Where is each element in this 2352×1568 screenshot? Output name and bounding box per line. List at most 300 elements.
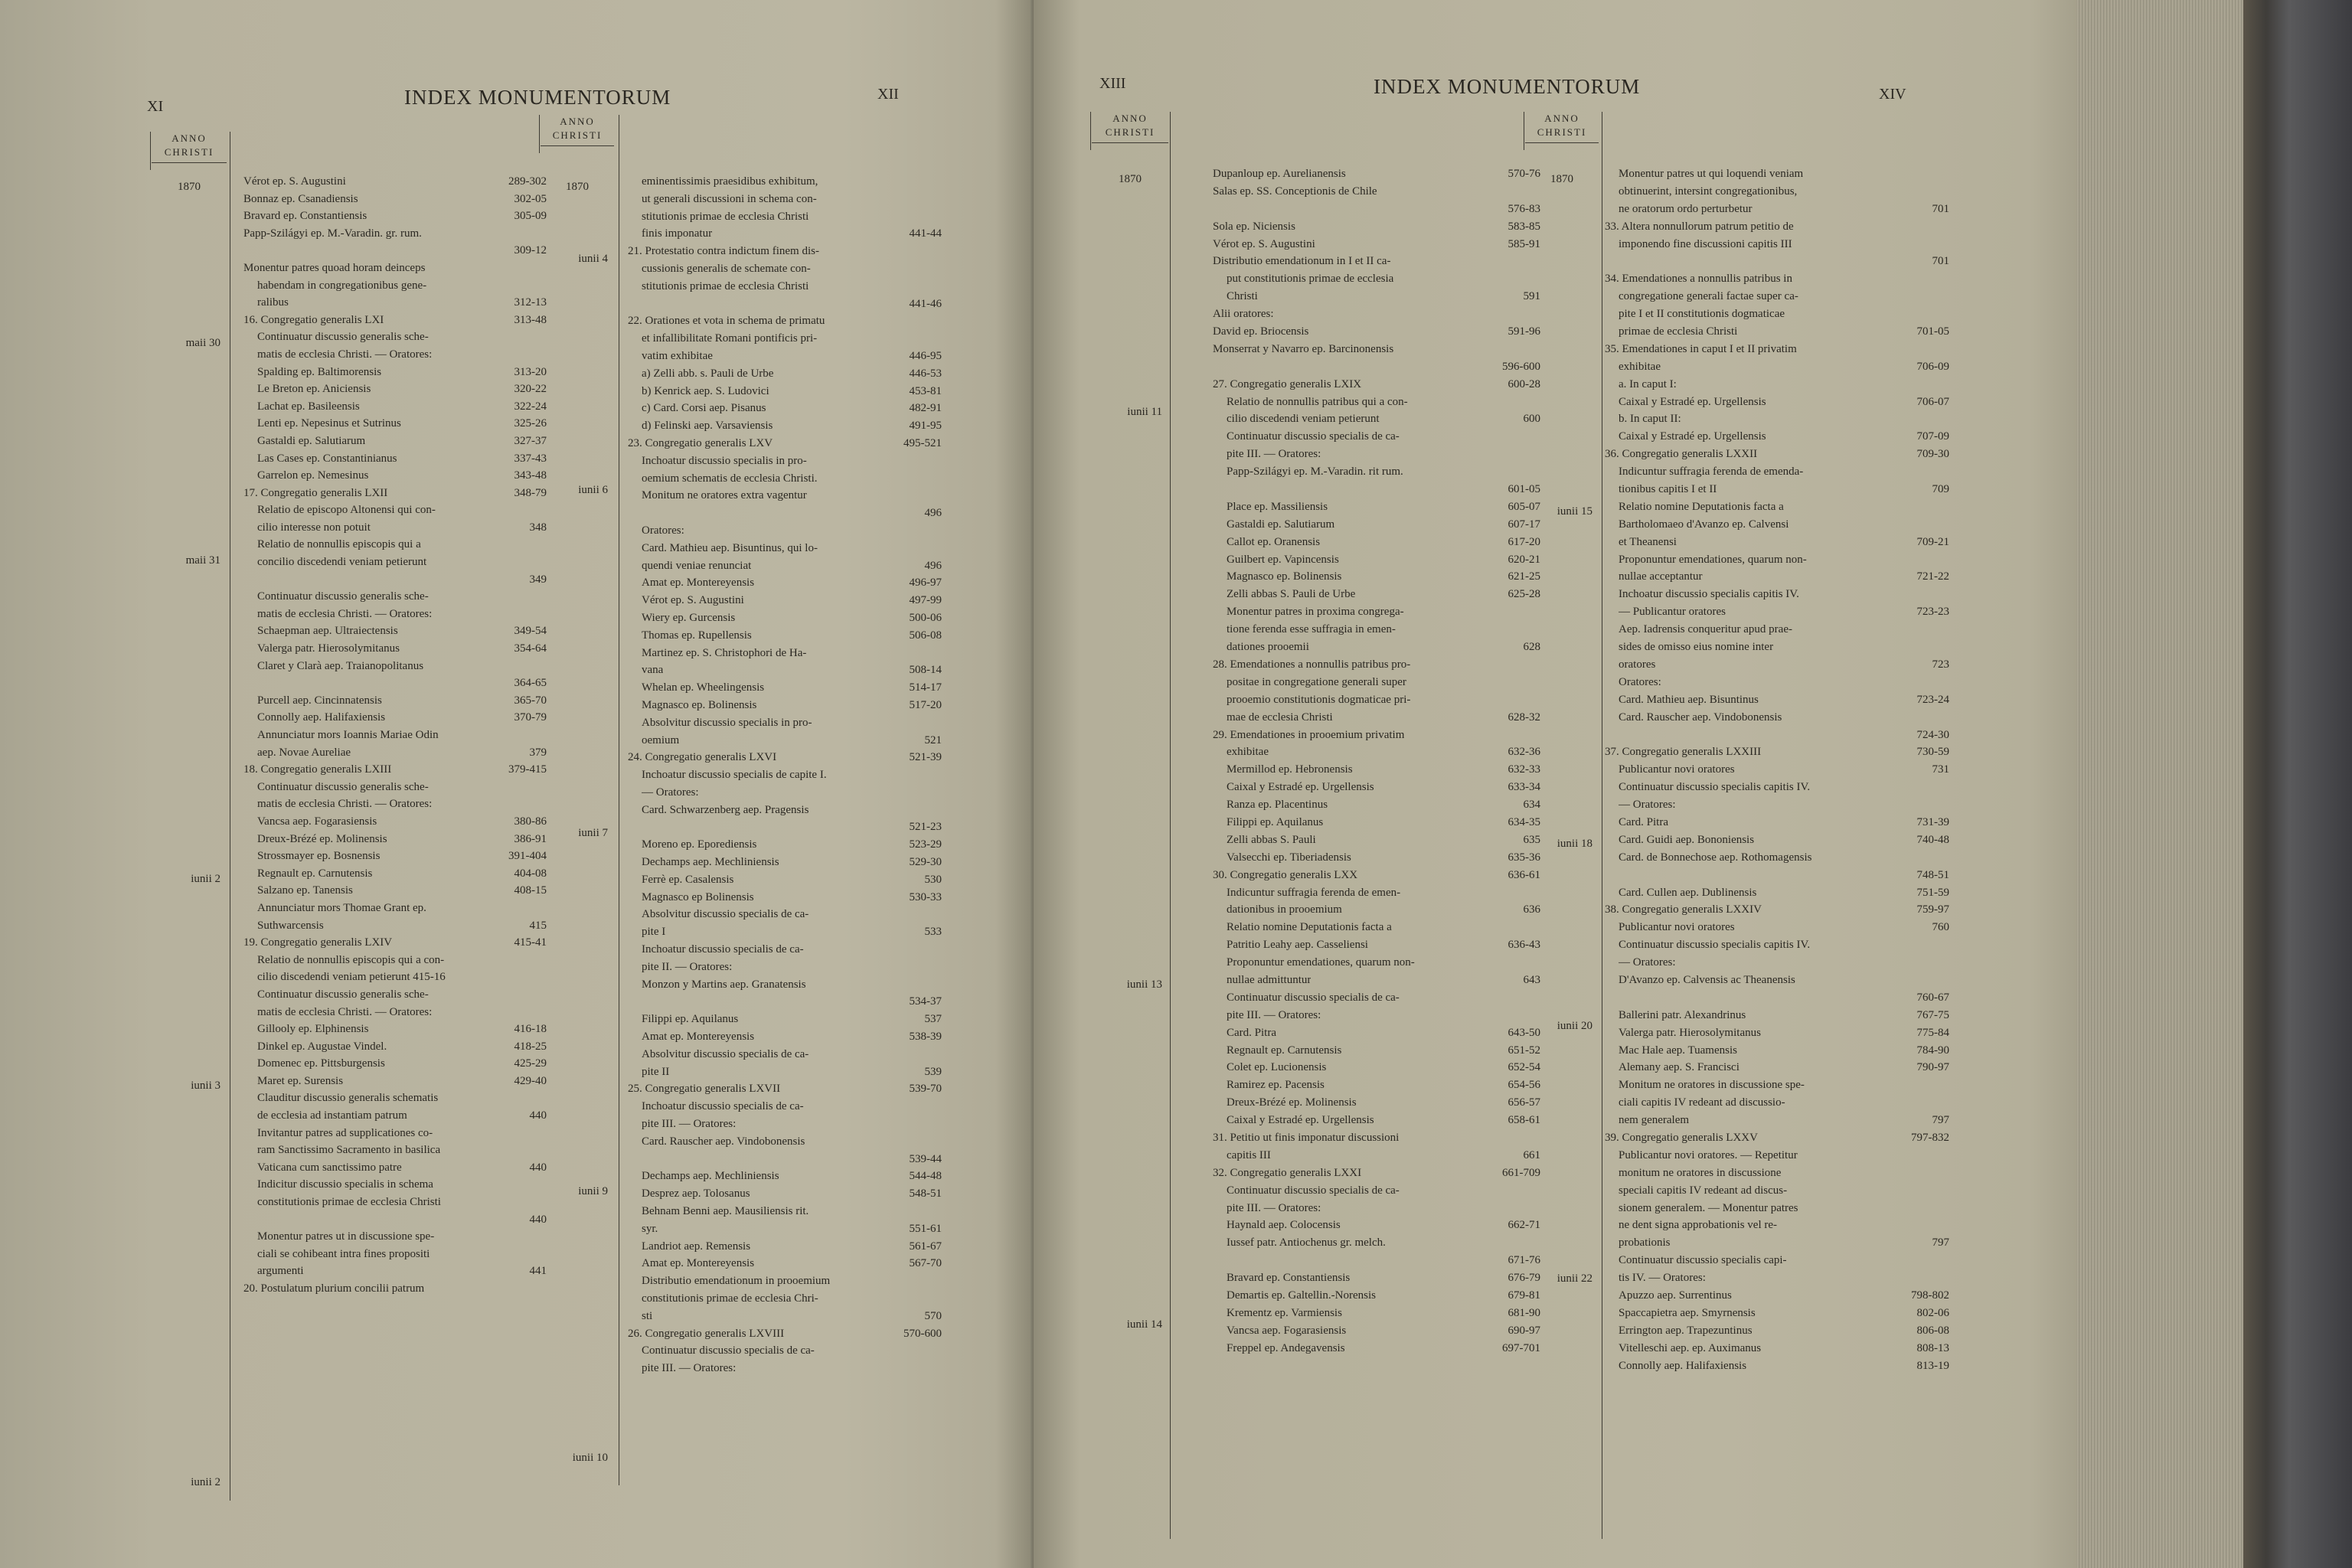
entry-page-ref: 289-302 — [508, 175, 547, 188]
index-entry-line — [243, 1246, 547, 1263]
index-entry-line — [243, 433, 547, 450]
index-entry-line — [1605, 288, 1949, 305]
entry-page-ref: 521-39 — [909, 751, 942, 764]
column-rule — [539, 115, 540, 153]
index-entry-line — [628, 417, 942, 435]
index-entry-line — [1605, 727, 1949, 744]
entry-page-ref: 441-46 — [909, 297, 942, 310]
entry-page-ref: 570-76 — [1508, 168, 1540, 180]
index-entry-line — [1213, 1305, 1540, 1322]
entry-text: Monserrat y Navarro ep. Barcinonensis — [1213, 342, 1394, 355]
index-entry-line — [1213, 394, 1540, 411]
index-entry-line — [243, 294, 547, 312]
entry-page-ref: 364-65 — [514, 677, 547, 690]
entry-page-ref: 349-54 — [514, 625, 547, 638]
index-entry-line — [243, 622, 547, 640]
index-entry-line — [1605, 1269, 1949, 1287]
entry-text: Valsecchi ep. Tiberiadensis — [1227, 851, 1351, 864]
entry-page-ref: 697-701 — [1502, 1341, 1540, 1354]
index-entry-line — [628, 191, 942, 208]
entry-page-ref: 671-76 — [1508, 1254, 1540, 1267]
entry-text: Connolly aep. Halifaxiensis — [257, 711, 386, 724]
index-entry-line — [1213, 358, 1540, 376]
anno-christi-header: ANNO CHRISTI — [1105, 113, 1155, 138]
entry-text: Distributio emendationum in prooemium — [642, 1275, 831, 1288]
index-entry-line — [628, 993, 942, 1011]
index-entry-line — [1605, 691, 1949, 709]
entry-text: positae in congregatione generali super — [1227, 675, 1406, 688]
index-entry-line — [1213, 586, 1540, 603]
index-entry-line — [1213, 1042, 1540, 1060]
index-entry-line — [1213, 743, 1540, 761]
entry-text: syr. — [642, 1222, 658, 1235]
entry-text: Amat ep. Montereyensis — [642, 577, 755, 590]
index-entry-line — [628, 1360, 942, 1377]
index-entry-line — [1605, 743, 1949, 761]
entry-text: mae de ecclesia Christi — [1227, 710, 1333, 724]
index-entry-line — [243, 328, 547, 346]
entry-text: Connolly aep. Halifaxiensis — [1619, 1359, 1747, 1372]
entry-page-ref: 628 — [1523, 641, 1540, 654]
entry-text: Ferrè ep. Casalensis — [642, 873, 734, 886]
entry-page-ref: 418-25 — [514, 1040, 547, 1053]
index-entry-line — [628, 296, 942, 313]
entry-text: congregatione generali factae super ca- — [1619, 290, 1798, 303]
entry-text: Inchoatur discussio specialis de ca- — [642, 1100, 804, 1113]
entry-text: 27. Congregatio generalis LXIX — [1213, 377, 1362, 390]
index-entry-line — [628, 1185, 942, 1203]
entry-text: Card. Cullen aep. Dublinensis — [1619, 886, 1757, 899]
index-entry-line — [1213, 1165, 1540, 1182]
index-entry-line — [1605, 1340, 1949, 1357]
index-entry-line — [1605, 621, 1949, 639]
entry-text: Relatio de nonnullis patribus qui a con- — [1227, 395, 1408, 408]
entry-text: dationes prooemii — [1227, 641, 1309, 654]
entry-text: Iussef patr. Antiochenus gr. melch. — [1227, 1236, 1386, 1250]
entry-text: habendam in congregationibus gene- — [257, 279, 427, 292]
entry-text: nullae admittuntur — [1227, 973, 1312, 986]
index-entry-line — [1605, 814, 1949, 831]
entry-page-ref: 709 — [1932, 483, 1949, 496]
index-entry-line — [1605, 1305, 1949, 1322]
entry-text: Indicuntur suffragia ferenda de emen- — [1227, 886, 1401, 899]
index-entry-line — [628, 609, 942, 627]
index-entry-line — [1213, 621, 1540, 639]
entry-text: Indicitur discussio specialis in schema — [257, 1178, 433, 1191]
index-entry-line — [1605, 218, 1949, 236]
index-entry-line — [1605, 1094, 1949, 1112]
index-entry-line — [1605, 236, 1949, 253]
entry-text: Oratores: — [642, 524, 684, 537]
entry-text: Continuatur discussio specialis de ca- — [1227, 430, 1400, 443]
book-spine — [2243, 0, 2352, 1568]
index-entry-line — [628, 557, 942, 575]
entry-text: Vancsa aep. Fogarasiensis — [257, 815, 377, 828]
entry-page-ref: 570 — [924, 1309, 942, 1322]
entry-text: Vérot ep. S. Augustini — [1213, 237, 1315, 250]
anno-christi-header: ANNO CHRISTI — [1537, 113, 1587, 138]
index-entry-line — [1213, 463, 1540, 481]
index-entry-line — [243, 934, 547, 952]
index-entry-line — [243, 1142, 547, 1159]
entry-text: Relatio de nonnullis episcopis qui a — [257, 538, 421, 551]
entry-page-ref: 415-41 — [514, 936, 547, 949]
entry-text: Domenec ep. Pittsburgensis — [257, 1057, 385, 1070]
entry-text: Valerga patr. Hierosolymitanus — [1619, 1026, 1761, 1039]
index-entry-line — [628, 732, 942, 750]
index-entry-line — [1213, 639, 1540, 656]
index-entry-line — [1213, 270, 1540, 288]
entry-page-ref: 337-43 — [514, 452, 547, 465]
entry-page-ref: 767-75 — [1916, 1008, 1949, 1021]
index-entry-line — [243, 536, 547, 554]
entry-text: Monentur patres ut in discussione spe- — [257, 1230, 435, 1243]
index-entry-line — [628, 365, 942, 383]
entry-page-ref: 496-97 — [909, 577, 942, 590]
header-rule — [1525, 142, 1599, 143]
entry-page-ref: 806-08 — [1916, 1324, 1949, 1337]
index-entry-line — [243, 1228, 547, 1246]
index-entry-line — [243, 795, 547, 813]
entry-text: 22. Orationes et vota in schema de primatu — [628, 315, 825, 328]
entry-text: Dinkel ep. Augustae Vindel. — [257, 1040, 387, 1053]
entry-text: Ramirez ep. Pacensis — [1227, 1079, 1325, 1092]
index-entry-line — [1213, 603, 1540, 621]
entry-text: dationibus in prooemium — [1227, 903, 1342, 916]
index-entry-line — [1605, 1357, 1949, 1375]
index-entry-line — [243, 1159, 547, 1177]
entry-text: Continuatur discussio generalis sche- — [257, 331, 429, 344]
entry-text: tionibus capitis I et II — [1619, 483, 1717, 496]
entry-text: Gastaldi ep. Salutiarum — [1227, 518, 1335, 531]
entry-page-ref: 797 — [1932, 1114, 1949, 1127]
index-entry-line — [628, 1168, 942, 1185]
year-date: iunii 11 — [1127, 406, 1162, 418]
index-entry-line — [628, 923, 942, 941]
entry-page-ref: 441-44 — [909, 227, 942, 240]
entry-text: stitutionis primae de ecclesia Christi — [642, 279, 809, 292]
entry-text: 35. Emendationes in caput I et II privatim — [1605, 342, 1797, 355]
entry-page-ref: 320-22 — [514, 383, 547, 396]
entry-page-ref: 539-44 — [909, 1152, 942, 1165]
entry-text: pite III. — Oratores: — [642, 1362, 737, 1375]
entry-text: argumenti — [257, 1265, 304, 1278]
index-entry-line — [1213, 1024, 1540, 1042]
index-entry-line — [628, 1028, 942, 1046]
entry-text: probationis — [1619, 1236, 1671, 1250]
entry-page-ref: 440 — [529, 1109, 547, 1122]
entry-text: 33. Altera nonnullorum patrum petitio de — [1605, 220, 1794, 233]
index-entry-line — [1605, 901, 1949, 919]
index-entry-line — [1213, 341, 1540, 358]
index-entry-line — [1605, 954, 1949, 972]
entry-page-ref: 643-50 — [1508, 1026, 1540, 1039]
entry-text: Krementz ep. Varmiensis — [1227, 1306, 1342, 1319]
index-entry-line — [628, 889, 942, 906]
page-number-xiii: XIII — [1099, 75, 1126, 92]
entry-text: obtinuerint, intersint congregationibus, — [1619, 185, 1798, 198]
entry-page-ref: 508-14 — [909, 664, 942, 677]
entry-text: tis IV. — Oratores: — [1619, 1272, 1706, 1285]
entry-text: Las Cases ep. Constantinianus — [257, 452, 397, 465]
index-entry-line — [1213, 1322, 1540, 1340]
index-entry-line — [1213, 1112, 1540, 1129]
entry-page-ref: 760-67 — [1916, 991, 1949, 1004]
entry-page-ref: 521 — [924, 733, 942, 746]
index-entry-line — [628, 452, 942, 470]
entry-page-ref: 534-37 — [909, 995, 942, 1008]
year-date: iunii 3 — [191, 1080, 220, 1092]
index-entry-line — [628, 627, 942, 645]
index-entry-line — [628, 400, 942, 417]
index-entry-line — [243, 848, 547, 865]
index-entry-line — [1605, 603, 1949, 621]
index-entry-line — [243, 969, 547, 986]
entry-text: Relatio de nonnullis episcopis qui a con- — [257, 953, 445, 966]
entry-text: Absolvitur discussio specialis de ca- — [642, 908, 809, 921]
entry-text: Gillooly ep. Elphinensis — [257, 1023, 369, 1036]
year-date: iunii 6 — [578, 484, 608, 496]
entry-text: Martinez ep. S. Christophori de Ha- — [642, 646, 807, 659]
entry-text: Salzano ep. Tanensis — [257, 884, 353, 897]
entry-text: Regnault ep. Carnutensis — [1227, 1044, 1342, 1057]
entry-text: Purcell aep. Cincinnatensis — [257, 694, 382, 707]
entry-text: sti — [642, 1309, 653, 1322]
index-entry-line — [628, 906, 942, 923]
entry-page-ref: 567-70 — [909, 1257, 942, 1270]
entry-text: Magnasco ep. Bolinensis — [1227, 570, 1342, 583]
year-date: iunii 9 — [578, 1185, 608, 1197]
entry-text: speciali capitis IV redeant ad discus- — [1619, 1184, 1788, 1197]
entry-text: b. In caput II: — [1619, 413, 1681, 426]
entry-text: Vitelleschi aep. ep. Auximanus — [1619, 1341, 1762, 1354]
entry-text: 36. Congregatio generalis LXXII — [1605, 448, 1758, 461]
index-entry-line — [1213, 989, 1540, 1007]
index-entry-line — [1605, 1287, 1949, 1305]
index-entry-line — [243, 312, 547, 329]
entry-page-ref: 517-20 — [909, 698, 942, 711]
index-entry-line — [1605, 1042, 1949, 1060]
index-entry-line — [243, 398, 547, 416]
year-date: iunii 14 — [1126, 1318, 1162, 1331]
entry-text: oemium — [642, 733, 680, 746]
index-entry-line — [628, 662, 942, 679]
entry-page-ref: 620-21 — [1508, 553, 1540, 566]
entry-text: Papp-Szilágyi ep. M.-Varadin. gr. rum. — [243, 227, 422, 240]
entry-page-ref: 775-84 — [1916, 1026, 1949, 1039]
entry-page-ref: 706-09 — [1916, 360, 1949, 373]
entry-text: Distributio emendationum in I et II ca- — [1213, 255, 1391, 268]
entry-text: Vancsa aep. Fogarasiensis — [1227, 1324, 1347, 1337]
entry-text: Colet ep. Lucionensis — [1227, 1061, 1327, 1074]
index-entry-line — [243, 1125, 547, 1142]
index-entry-line — [1213, 1252, 1540, 1269]
index-entry-line — [243, 865, 547, 883]
index-entry-line — [628, 260, 942, 278]
entry-text: Bravard ep. Constantiensis — [243, 210, 368, 223]
index-entry-line — [628, 225, 942, 243]
entry-page-ref: 497-99 — [909, 594, 942, 607]
entry-text: Salas ep. SS. Conceptionis de Chile — [1213, 185, 1377, 198]
entry-text: 29. Emendationes in prooemium privatim — [1213, 728, 1405, 741]
entry-text: Continuatur discussio specialis capitis IV. — [1619, 939, 1811, 952]
entry-page-ref: 723 — [1932, 658, 1949, 671]
entry-text: Card. Pitra — [1227, 1026, 1276, 1039]
entry-page-ref: 643 — [1523, 973, 1540, 986]
entry-text: 39. Congregatio generalis LXXV — [1605, 1131, 1758, 1144]
index-entry-line — [1605, 323, 1949, 341]
entry-page-ref: 661 — [1523, 1148, 1540, 1161]
index-entry-line — [243, 744, 547, 762]
entry-text: matis de ecclesia Christi. — Oratores: — [257, 1005, 433, 1018]
entry-text: Bonnaz ep. Csanadiensis — [243, 192, 358, 205]
entry-page-ref: 625-28 — [1508, 588, 1540, 601]
entry-text: Card. Mathieu aep. Bisuntinus, qui lo- — [642, 541, 818, 554]
entry-page-ref: 798-802 — [1911, 1289, 1949, 1302]
index-entry-line — [1213, 481, 1540, 498]
entry-text: Filippi ep. Aquilanus — [1227, 815, 1324, 828]
index-entry-line — [1605, 498, 1949, 516]
index-entry-line — [628, 714, 942, 732]
index-entries — [243, 173, 547, 1298]
entry-page-ref: 506-08 — [909, 629, 942, 642]
entry-page-ref: 633-34 — [1508, 781, 1540, 794]
entry-text: 26. Congregatio generalis LXVIII — [628, 1327, 785, 1340]
entry-page-ref: 313-48 — [514, 313, 547, 326]
index-entry-line — [243, 1211, 547, 1229]
entry-text: Annunciatur mors Ioannis Mariae Odin — [257, 729, 439, 741]
index-entry-line — [243, 692, 547, 710]
entry-page-ref: 751-59 — [1916, 886, 1949, 899]
entry-page-ref: 591-96 — [1508, 325, 1540, 338]
entry-text: Wiery ep. Gurcensis — [642, 611, 736, 624]
index-entry-line — [243, 519, 547, 537]
entry-text: 31. Petitio ut finis imponatur discussioni — [1213, 1131, 1400, 1144]
entry-page-ref: 607-17 — [1508, 518, 1540, 531]
index-entry-line — [1605, 884, 1949, 902]
entry-page-ref: 740-48 — [1916, 833, 1949, 846]
index-entry-line — [1605, 1234, 1949, 1252]
index-entry-line — [628, 854, 942, 871]
entry-page-ref: 313-20 — [514, 365, 547, 378]
entry-text: Inchoatur discussio specialis in pro- — [642, 454, 807, 467]
index-entry-line — [1213, 779, 1540, 796]
index-entry-line — [628, 1220, 942, 1238]
index-entry-line — [1605, 253, 1949, 270]
entry-text: Publicantur novi oratores. — Repetitur — [1619, 1148, 1798, 1161]
entry-page-ref: 561-67 — [909, 1240, 942, 1253]
entry-page-ref: 496 — [924, 507, 942, 520]
entry-page-ref: 808-13 — [1916, 1341, 1949, 1354]
index-entry-line — [628, 383, 942, 400]
index-entry-line — [1213, 376, 1540, 394]
entry-page-ref: 654-56 — [1508, 1079, 1540, 1092]
entry-text: concilio discedendi veniam petierunt — [257, 556, 427, 569]
entry-text: ram Sanctissimo Sacramento in basilica — [257, 1144, 441, 1157]
entry-text: Indicuntur suffragia ferenda de emenda- — [1619, 466, 1804, 479]
page-number-xi: XI — [147, 98, 164, 115]
index-entry-line — [1605, 849, 1949, 867]
index-entry-line — [1213, 218, 1540, 236]
entry-text: tione ferenda esse suffragia in emen- — [1227, 623, 1396, 636]
index-entry-line — [628, 540, 942, 557]
entry-text: pite II. — Oratores: — [642, 960, 733, 973]
index-entry-line — [1213, 954, 1540, 972]
index-entry-line — [243, 277, 547, 295]
index-entry-line — [628, 1325, 942, 1343]
index-entry-line — [243, 900, 547, 917]
entry-text: Continuatur discussio generalis sche- — [257, 780, 429, 793]
entry-page-ref: 539 — [924, 1065, 942, 1078]
year-date: 1870 — [566, 181, 589, 193]
index-entry-line — [243, 1176, 547, 1194]
index-entry-line — [243, 640, 547, 658]
index-entry-line — [243, 727, 547, 744]
index-entries — [1213, 165, 1540, 1357]
year-date: iunii 2 — [191, 1476, 220, 1488]
index-entry-line — [1605, 779, 1949, 796]
index-entry-line — [628, 505, 942, 522]
entry-page-ref: 530-33 — [909, 890, 942, 903]
index-entry-line — [1605, 165, 1949, 183]
index-entry-line — [1213, 761, 1540, 779]
year-date: iunii 18 — [1557, 838, 1592, 850]
entry-page-ref: 656-57 — [1508, 1096, 1540, 1109]
entry-text: Landriot aep. Remensis — [642, 1240, 751, 1253]
entry-page-ref: 596-600 — [1502, 360, 1540, 373]
index-entry-line — [243, 173, 547, 191]
entry-text: Dreux-Brézé ep. Molinensis — [1227, 1096, 1357, 1109]
index-entry-line — [243, 1194, 547, 1211]
entry-text: Alemany aep. S. Francisci — [1619, 1061, 1740, 1074]
entry-text: Publicantur novi oratores — [1619, 921, 1735, 934]
entry-page-ref: 441 — [529, 1265, 547, 1278]
entry-page-ref: 440 — [529, 1161, 547, 1174]
entry-text: Monentur patres in proxima congrega- — [1227, 606, 1404, 619]
entry-text: Desprez aep. Tolosanus — [642, 1187, 750, 1200]
entry-text: Regnault ep. Carnutensis — [257, 867, 373, 880]
index-entry-line — [1213, 691, 1540, 709]
entry-text: Christi — [1227, 290, 1258, 303]
index-entry-line — [1605, 446, 1949, 463]
index-entry-line — [1605, 341, 1949, 358]
entry-text: ne oratorum ordo perturbetur — [1619, 202, 1753, 215]
entry-text: Caixal y Estradé ep. Urgellensis — [1619, 395, 1766, 408]
entry-text: Ranza ep. Placentinus — [1227, 799, 1328, 812]
entry-page-ref: 348-79 — [514, 486, 547, 499]
year-date: iunii 10 — [572, 1452, 608, 1464]
index-entry-line — [1605, 1165, 1949, 1182]
entry-text: ut generali discussioni in schema con- — [642, 192, 817, 205]
entry-page-ref: 790-97 — [1916, 1061, 1949, 1074]
entry-text: Continuatur discussio specialis de ca- — [1227, 1184, 1400, 1197]
entry-text: matis de ecclesia Christi. — Oratores: — [257, 607, 433, 620]
entry-page-ref: 802-06 — [1916, 1306, 1949, 1319]
index-entry-line — [1605, 936, 1949, 954]
index-entry-line — [1605, 1024, 1949, 1042]
entry-text: Papp-Szilágyi ep. M.-Varadin. rit rum. — [1227, 466, 1403, 479]
index-entry-line — [628, 243, 942, 260]
entry-page-ref: 379 — [529, 746, 547, 759]
index-entry-line — [628, 312, 942, 330]
index-entry-line — [628, 487, 942, 505]
index-entry-line — [628, 522, 942, 540]
index-entry-line — [1213, 498, 1540, 516]
entry-text: Annunciatur mors Thomae Grant ep. — [257, 901, 426, 914]
entry-page-ref: 651-52 — [1508, 1044, 1540, 1057]
year-date: iunii 2 — [191, 873, 220, 885]
index-entry-line — [628, 645, 942, 662]
